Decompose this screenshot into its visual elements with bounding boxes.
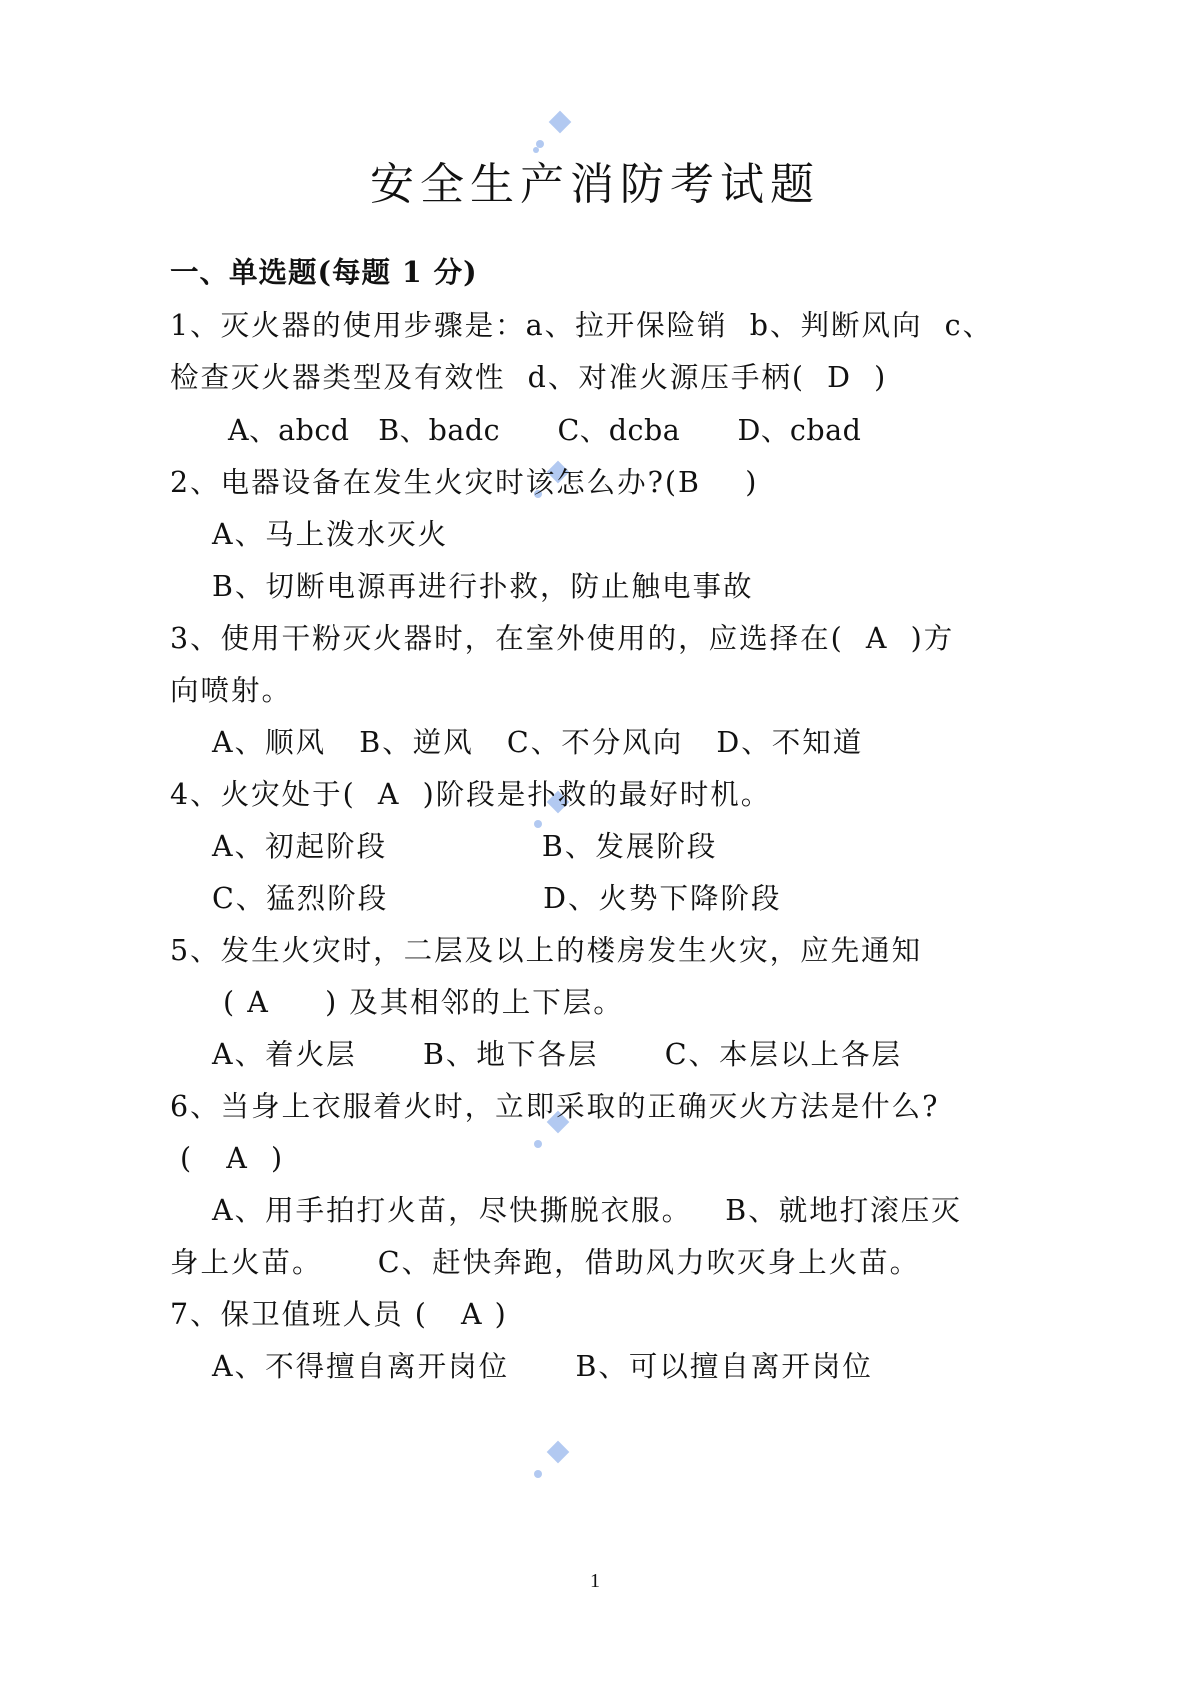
question-6-line-1: 6、当身上衣服着火时，立即采取的正确灭火方法是什么? [170, 1090, 940, 1123]
question-2-option-b: B、切断电源再进行扑救，防止触电事故 [212, 570, 754, 603]
question-3-line-1: 3、使用干粉灭火器时，在室外使用的，应选择在( A )方 [170, 622, 955, 655]
question-6-options-row-2: 身上火苗。 C、赶快奔跑，借助风力吹灭身上火苗。 [170, 1246, 921, 1279]
section-heading: 一、单选题(每题 1 分) [170, 255, 478, 289]
question-1-options: A、abcd B、badc C、dcba D、cbad [228, 414, 862, 447]
question-7-line-1: 7、保卫值班人员 ( A ) [170, 1298, 508, 1331]
question-5-options: A、着火层 B、地下各层 C、本层以上各层 [212, 1038, 903, 1071]
question-5-line-2: ( A ) 及其相邻的上下层。 [212, 986, 624, 1019]
question-1-line-2: 检查灭火器类型及有效性 d、对准火源压手柄( D ) [170, 361, 888, 394]
question-2-option-a: A、马上泼水灭火 [212, 518, 449, 551]
question-3-options: A、顺风 B、逆风 C、不分风向 D、不知道 [212, 726, 864, 759]
question-4-options-row-1: A、初起阶段 B、发展阶段 [212, 830, 718, 863]
question-2-line-1: 2、电器设备在发生火灾时该怎么办?(B ) [170, 466, 759, 499]
question-7-options: A、不得擅自离开岗位 B、可以擅自离开岗位 [212, 1350, 873, 1383]
page-number: 1 [590, 1570, 600, 1592]
question-5-line-1: 5、发生火灾时，二层及以上的楼房发生火灾，应先通知 [170, 934, 923, 967]
question-1-line-1: 1、灭火器的使用步骤是：a、拉开保险销 b、判断风向 c、 [170, 309, 994, 342]
question-4-line-1: 4、火灾处于( A )阶段是扑救的最好时机。 [170, 778, 772, 811]
question-6-line-2: ( A ) [180, 1142, 285, 1175]
document-title: 安全生产消防考试题 [370, 159, 820, 210]
question-4-options-row-2: C、猛烈阶段 D、火势下降阶段 [212, 882, 782, 915]
watermark-icon [526, 1440, 572, 1486]
question-3-line-2: 向喷射。 [170, 674, 293, 707]
question-6-options-row-1: A、用手拍打火苗，尽快撕脱衣服。 B、就地打滚压灭 [212, 1194, 962, 1227]
